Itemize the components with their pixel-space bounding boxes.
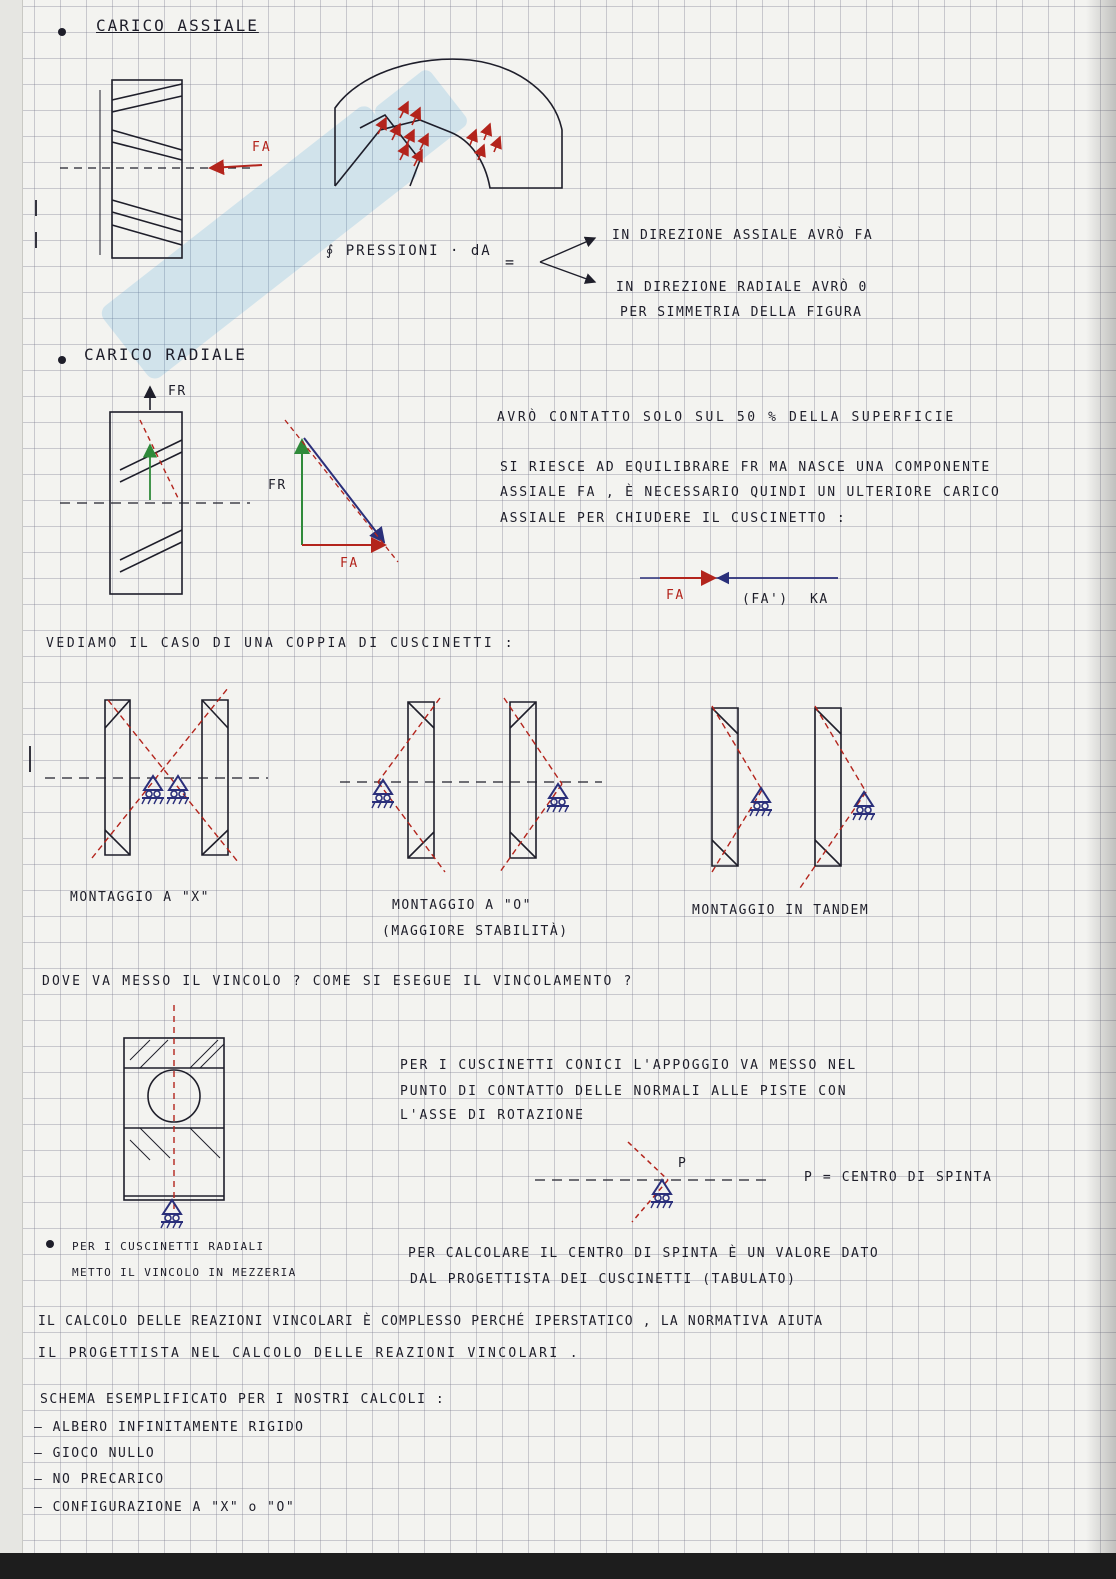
o-support-left [372,780,394,808]
bullet-radial-bearings [46,1240,54,1248]
formula-branch-axial: IN DIREZIONE ASSIALE AVRÒ FA [612,228,874,243]
axial-fa-label: FA [252,140,272,155]
thrust-centre-definition: P = CENTRO DI SPINTA [804,1170,993,1185]
schema-item-2: – GIOCO NULLO [34,1446,156,1461]
balance-ka-label: KA [810,592,829,607]
tandem-contact-lines [712,706,866,888]
bullet-radial [58,356,66,364]
thrust-calc-note-2: DAL PROGETTISTA DEI CUSCINETTI (TABULATO) [410,1272,797,1287]
radial-bearings-note-2: METTO IL VINCOLO IN MEZZERIA [72,1266,297,1279]
conical-note-line3: L'ASSE DI ROTAZIONE [400,1108,585,1123]
schema-item-1-text: ALBERO INFINITAMENTE RIGIDO [52,1420,305,1435]
balance-fa-prime-label: (FA') [742,592,789,607]
o-arrangement-label: MONTAGGIO A "O" [392,898,532,913]
radial-note-line1: SI RIESCE AD EQUILIBRARE FR MA NASCE UNA COMPONENTE [500,460,991,475]
o-support-right [547,784,569,812]
page-shadow-bottom [0,1553,1116,1579]
schema-item-4: – CONFIGURAZIONE A "X" o "O" [34,1500,296,1515]
axial-title: CARICO ASSIALE [96,16,259,35]
schema-item-1: – ALBERO INFINITAMENTE RIGIDO [34,1420,305,1435]
o-arrangement-sublabel: (MAGGIORE STABILITÀ) [382,924,569,939]
radial-midline-support [161,1200,183,1228]
tandem-support-right [853,792,875,820]
radial-note-contact: AVRÒ CONTATTO SOLO SUL 50 % DELLA SUPERFICIE [497,410,956,425]
tandem-arrangement-label: MONTAGGIO IN TANDEM [692,903,870,918]
triangle-fr-label: FR [268,478,287,493]
conical-note-line1: PER I CUSCINETTI CONICI L'APPOGGIO VA MESSO NEL [400,1058,858,1073]
x-support-left [142,776,164,804]
force-triangle [285,420,398,562]
schema-item-3: – NO PRECARICO [34,1472,165,1487]
pressure-arrows [378,102,500,166]
formula-branch-lines [540,238,595,282]
thrust-centre-support [651,1180,673,1208]
bullet-axial [58,28,66,36]
conical-note-line2: PUNTO DI CONTATTO DELLE NORMALI ALLE PISTE CON [400,1084,848,1099]
formula-branch-radial: IN DIREZIONE RADIALE AVRÒ 0 [616,280,868,295]
radial-bearing-section [60,412,250,594]
thrust-centre-drawing [535,1142,770,1222]
ring-sector-drawing [335,59,562,188]
formula-lhs: ∮ PRESSIONI · dA [326,243,492,259]
schema-item-2-text: GIOCO NULLO [52,1446,156,1461]
x-arrangement-label: MONTAGGIO A "X" [70,890,210,905]
margin-marks [30,200,36,772]
x-support-right [167,776,189,804]
axial-bearing-section [60,80,250,258]
radial-bearings-note-1: PER I CUSCINETTI RADIALI [72,1240,265,1253]
formula-branch-radial-2: PER SIMMETRIA DELLA FIGURA [620,305,863,320]
thrust-calc-note-1: PER CALCOLARE IL CENTRO DI SPINTA È UN VALORE DATO [408,1246,880,1261]
radial-note-line3: ASSIALE PER CHIUDERE IL CUSCINETTO : [500,511,847,526]
reactions-note-line1: IL CALCOLO DELLE REAZIONI VINCOLARI È COMPLESSO PERCHÉ IPERSTATICO , LA NORMATIVA AIUTA [38,1314,824,1329]
schema-item-3-text: NO PRECARICO [52,1472,165,1487]
thrust-point-label: P [678,1156,688,1171]
pair-heading: VEDIAMO IL CASO DI UNA COPPIA DI CUSCINETTI : [46,636,516,651]
radial-title: CARICO RADIALE [84,345,247,364]
schema-title: SCHEMA ESEMPLIFICATO PER I NOSTRI CALCOLI : [40,1392,446,1407]
radial-fr-label: FR [168,384,187,399]
schema-item-4-text: CONFIGURAZIONE A "X" o "O" [52,1500,296,1515]
o-arrangement-contact-lines [378,698,562,872]
reactions-note-line2: IL PROGETTISTA NEL CALCOLO DELLE REAZIONI VINCOLARI . [38,1346,581,1361]
constraint-question: DOVE VA MESSO IL VINCOLO ? COME SI ESEGUE IL VINCOLAMENTO ? [42,974,634,989]
triangle-fa-label: FA [340,556,359,571]
balance-fa-label: FA [666,588,685,603]
radial-note-line2: ASSIALE FA , È NECESSARIO QUINDI UN ULTERIORE CARICO [500,485,1001,500]
radial-contact-line [140,420,178,498]
formula-equals: = [505,253,517,271]
tandem-arrangement-drawing [712,708,841,866]
